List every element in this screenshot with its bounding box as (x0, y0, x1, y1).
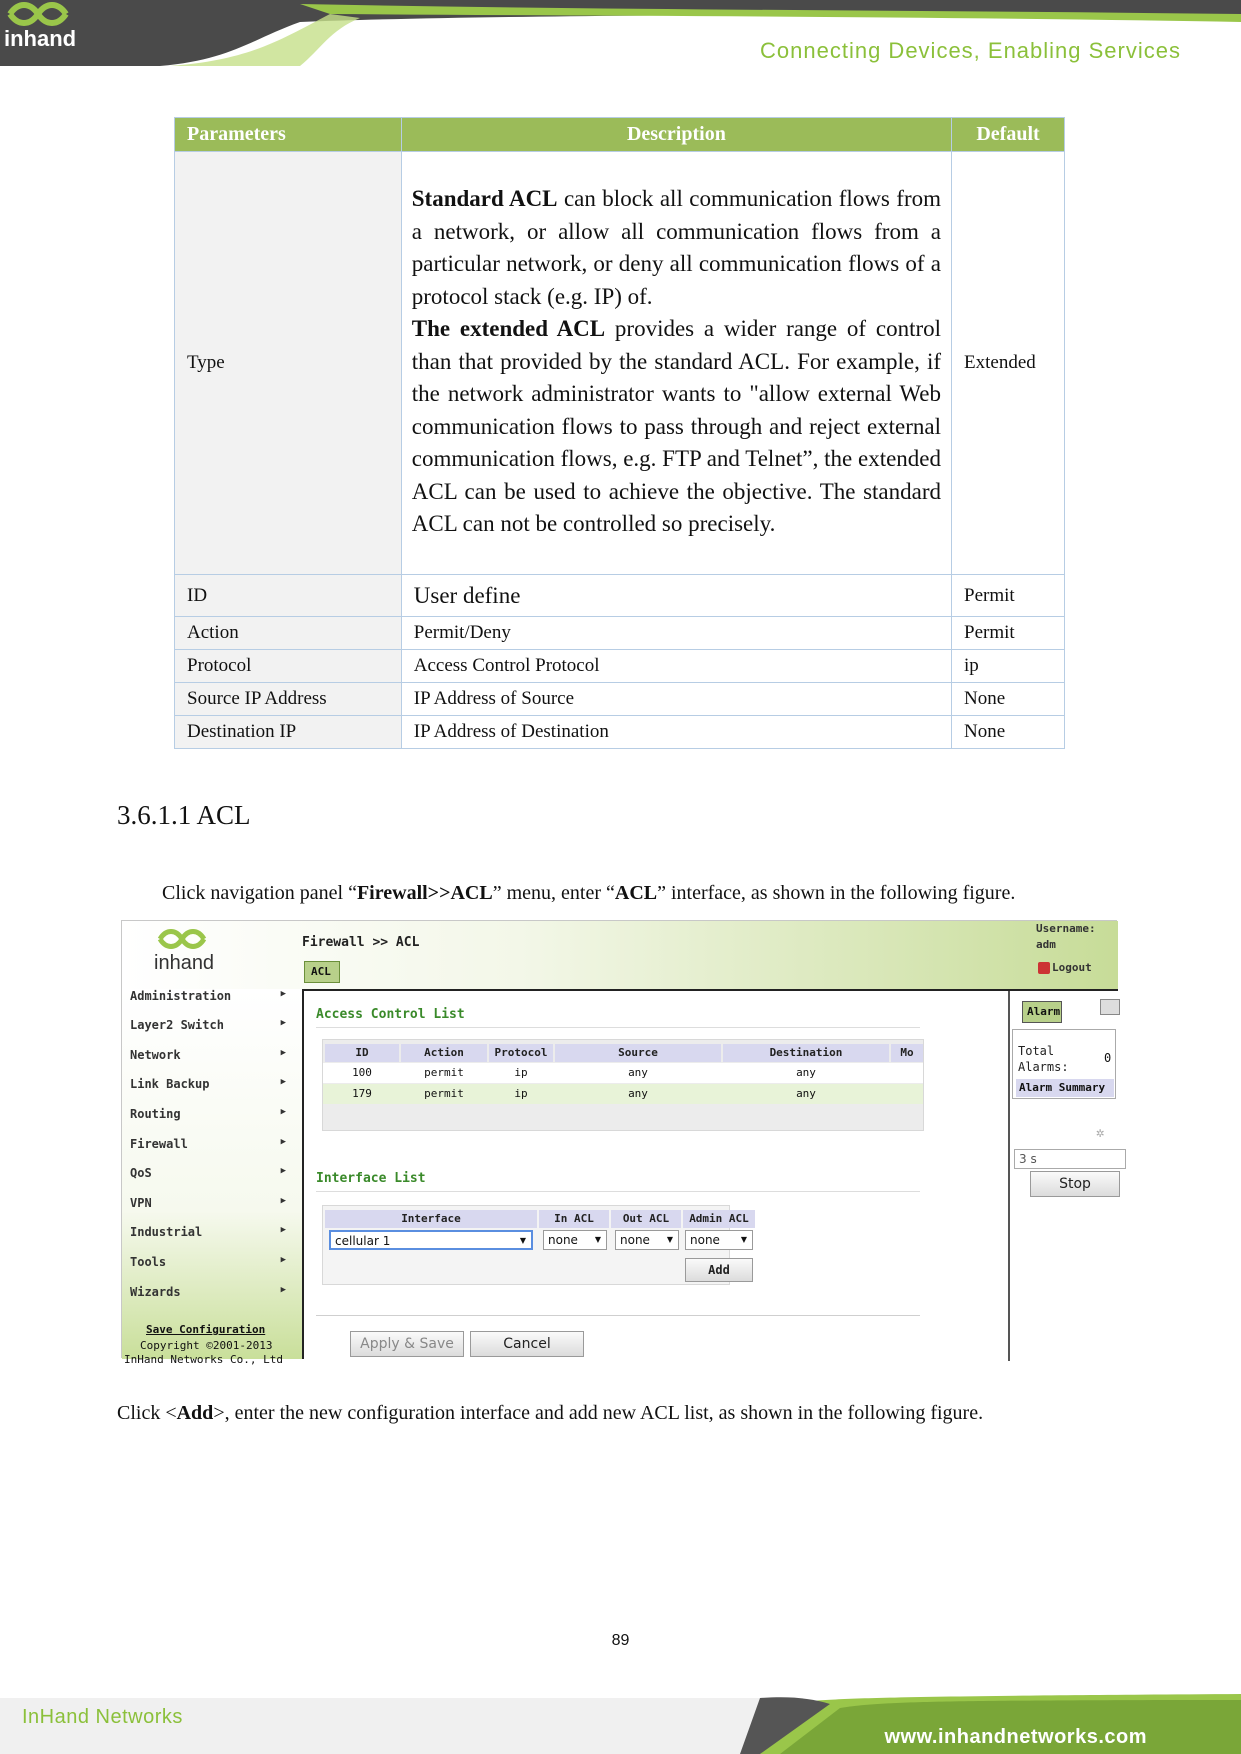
col-id: ID (325, 1044, 399, 1062)
ext-acl-paragraph (412, 313, 941, 541)
desc-cell: Access Control Protocol (401, 650, 951, 683)
col-destination: Destination (723, 1044, 889, 1062)
desc-cell: IP Address of Destination (401, 716, 951, 749)
default-cell: None (952, 716, 1065, 749)
screenshot-logo (144, 925, 214, 979)
parameter-table (174, 117, 1065, 749)
minimize-icon[interactable] (1100, 999, 1120, 1015)
table-row[interactable]: 100 permit ip any any (323, 1063, 923, 1083)
default-cell: None (952, 683, 1065, 716)
company-text: InHand Networks Co., Ltd (124, 1353, 283, 1366)
chevron-down-icon: ▼ (740, 1235, 747, 1244)
sidebar-item-qos[interactable]: QoS ▶ (130, 1166, 286, 1180)
chevron-down-icon: ▼ (666, 1235, 673, 1244)
acl-grid (322, 1039, 924, 1131)
sidebar-item-firewall[interactable]: Firewall ▶ (130, 1137, 286, 1151)
table-row (175, 716, 1065, 749)
sidebar (122, 989, 302, 1359)
add-paragraph (117, 1402, 983, 1425)
chevron-right-icon: ▶ (280, 1225, 286, 1235)
section-title: 3.6.1.1 ACL (117, 800, 251, 830)
divider (316, 1191, 920, 1192)
inhand-logo (0, 0, 80, 54)
para1-text-a: Click navigation panel “ (162, 882, 357, 904)
desc-cell: User define (401, 575, 951, 617)
total-alarms-value: 0 (1104, 1051, 1112, 1065)
default-cell: Permit (952, 617, 1065, 650)
header-default: Default (952, 118, 1065, 152)
sidebar-item-wizards[interactable]: Wizards ▶ (130, 1285, 286, 1299)
table-row (175, 575, 1065, 617)
param-cell: ID (175, 575, 402, 617)
out-acl-select[interactable]: none ▼ (615, 1230, 679, 1250)
header-description: Description (401, 118, 951, 152)
chevron-down-icon: ▼ (519, 1236, 526, 1245)
total-alarms-label: Total Alarms: (1018, 1044, 1069, 1074)
desc-cell: IP Address of Source (401, 683, 951, 716)
page-footer (0, 1688, 1241, 1754)
intro-paragraph (162, 882, 1015, 905)
admin-acl-select[interactable]: none ▼ (685, 1230, 753, 1250)
logout-label: Logout (1052, 961, 1092, 974)
table-row (175, 617, 1065, 650)
page-number: 89 (611, 1632, 630, 1649)
table-row (175, 650, 1065, 683)
col-action: Action (401, 1044, 487, 1062)
stop-button[interactable]: Stop (1030, 1171, 1120, 1197)
para1-menu-path: Firewall>>ACL (356, 882, 493, 904)
chevron-right-icon: ▶ (280, 1166, 286, 1176)
add-button[interactable]: Add (685, 1258, 753, 1282)
username-label: Username: (1036, 922, 1096, 935)
loading-spinner-icon: ✲ (1096, 1125, 1105, 1141)
table-header-row (175, 118, 1065, 152)
chevron-right-icon: ▶ (280, 1077, 286, 1087)
chevron-right-icon: ▶ (280, 1018, 286, 1028)
footer-website: www.inhandnetworks.com (884, 1726, 1147, 1748)
desc-cell (401, 152, 951, 575)
sidebar-item-industrial[interactable]: Industrial ▶ (130, 1225, 286, 1239)
param-cell: Source IP Address (175, 683, 402, 716)
copyright-text: Copyright ©2001-2013 (140, 1339, 273, 1352)
in-acl-select[interactable]: none ▼ (543, 1230, 607, 1250)
svg-text:inhand: inhand (4, 26, 77, 51)
col-admin-acl: Admin ACL (683, 1210, 755, 1228)
cancel-button[interactable]: Cancel (470, 1331, 584, 1357)
param-cell: Destination IP (175, 716, 402, 749)
svg-text:inhand: inhand (154, 952, 215, 974)
para2-text-a: Click < (117, 1402, 177, 1424)
chevron-right-icon: ▶ (280, 1285, 286, 1295)
breadcrumb: Firewall >> ACL (302, 935, 420, 950)
apply-save-button[interactable]: Apply & Save (350, 1331, 464, 1357)
interface-list-title: Interface List (316, 1171, 426, 1186)
param-cell: Action (175, 617, 402, 650)
col-source: Source (555, 1044, 721, 1062)
para2-text-c: >, enter the new configuration interface and add new ACL list, as shown in the following figure. (213, 1402, 984, 1424)
divider (316, 1027, 920, 1028)
col-protocol: Protocol (489, 1044, 553, 1062)
col-out-acl: Out ACL (611, 1210, 681, 1228)
chevron-down-icon: ▼ (594, 1235, 601, 1244)
chevron-right-icon: ▶ (280, 1107, 286, 1117)
acl-screenshot (121, 920, 1117, 1366)
tab-acl[interactable]: ACL (304, 961, 340, 983)
para1-acl: ACL (614, 882, 658, 904)
header-slogan: Connecting Devices, Enabling Services (760, 38, 1181, 63)
col-in-acl: In ACL (539, 1210, 609, 1228)
default-cell: Extended (952, 152, 1065, 575)
para2-add: Add (176, 1402, 214, 1424)
desc-cell: Permit/Deny (401, 617, 951, 650)
chevron-right-icon: ▶ (280, 989, 286, 999)
logout-icon (1038, 962, 1050, 974)
logout-link[interactable] (1038, 961, 1092, 974)
divider (316, 1315, 920, 1316)
para1-text-c: ” menu, enter “ (492, 882, 615, 904)
acl-list-title: Access Control List (316, 1007, 465, 1022)
tab-alarm[interactable]: Alarm (1022, 1001, 1062, 1023)
interface-select[interactable]: cellular 1 ▼ (329, 1230, 533, 1250)
sidebar-item-layer2-switch[interactable]: Layer2 Switch ▶ (130, 1018, 286, 1032)
username-value: adm (1036, 938, 1056, 951)
chevron-right-icon: ▶ (280, 1048, 286, 1058)
param-cell: Type (175, 152, 402, 575)
std-acl-term: Standard ACL (411, 186, 558, 212)
alarm-summary-link[interactable]: Alarm Summary (1016, 1079, 1114, 1097)
table-row-type (175, 152, 1065, 575)
chevron-right-icon: ▶ (280, 1255, 286, 1265)
chevron-right-icon: ▶ (280, 1137, 286, 1147)
alarm-panel (1008, 991, 1118, 1361)
ext-acl-text: provides a wider range of control than that provided by the standard ACL. For example, if the network administrator wants to "allow external Web communication flows to pass through and reject external communication flows, e.g. FTP and Telnet”, the extended ACL can be used to achieve the objective. The standard ACL can not be controlled so precisely. (411, 316, 942, 537)
username-display (1036, 921, 1096, 953)
table-row (175, 683, 1065, 716)
chevron-right-icon: ▶ (280, 1196, 286, 1206)
std-acl-paragraph (412, 183, 941, 313)
ext-acl-term: The extended ACL (411, 316, 606, 342)
save-configuration-link[interactable]: Save Configuration (146, 1323, 266, 1336)
sidebar-item-vpn[interactable]: VPN ▶ (130, 1196, 286, 1210)
col-more: Mo (891, 1044, 923, 1062)
footer-company: InHand Networks (22, 1706, 183, 1728)
sidebar-item-network[interactable]: Network ▶ (130, 1048, 286, 1062)
para1-text-e: ” interface, as shown in the following figure. (657, 882, 1016, 904)
default-cell: Permit (952, 575, 1065, 617)
sidebar-item-administration[interactable]: Administration ▶ (130, 989, 286, 1003)
std-acl-text: can block all communication flows from a network, or allow all communication flows from a particular network, or deny all communication flows of a protocol stack (e.g. IP) of. (411, 186, 942, 309)
sidebar-item-tools[interactable]: Tools ▶ (130, 1255, 286, 1269)
main-panel (302, 989, 1118, 1359)
interface-grid (322, 1205, 749, 1285)
refresh-interval-input[interactable]: 3 s (1014, 1149, 1126, 1169)
param-cell: Protocol (175, 650, 402, 683)
col-interface: Interface (325, 1210, 537, 1228)
page-header (0, 0, 1241, 70)
sidebar-item-routing[interactable]: Routing ▶ (130, 1107, 286, 1121)
header-parameters: Parameters (175, 118, 402, 152)
screenshot-topbar (122, 921, 1118, 989)
table-row[interactable]: 179 permit ip any any (323, 1084, 923, 1104)
default-cell: ip (952, 650, 1065, 683)
sidebar-item-link-backup[interactable]: Link Backup ▶ (130, 1077, 286, 1091)
